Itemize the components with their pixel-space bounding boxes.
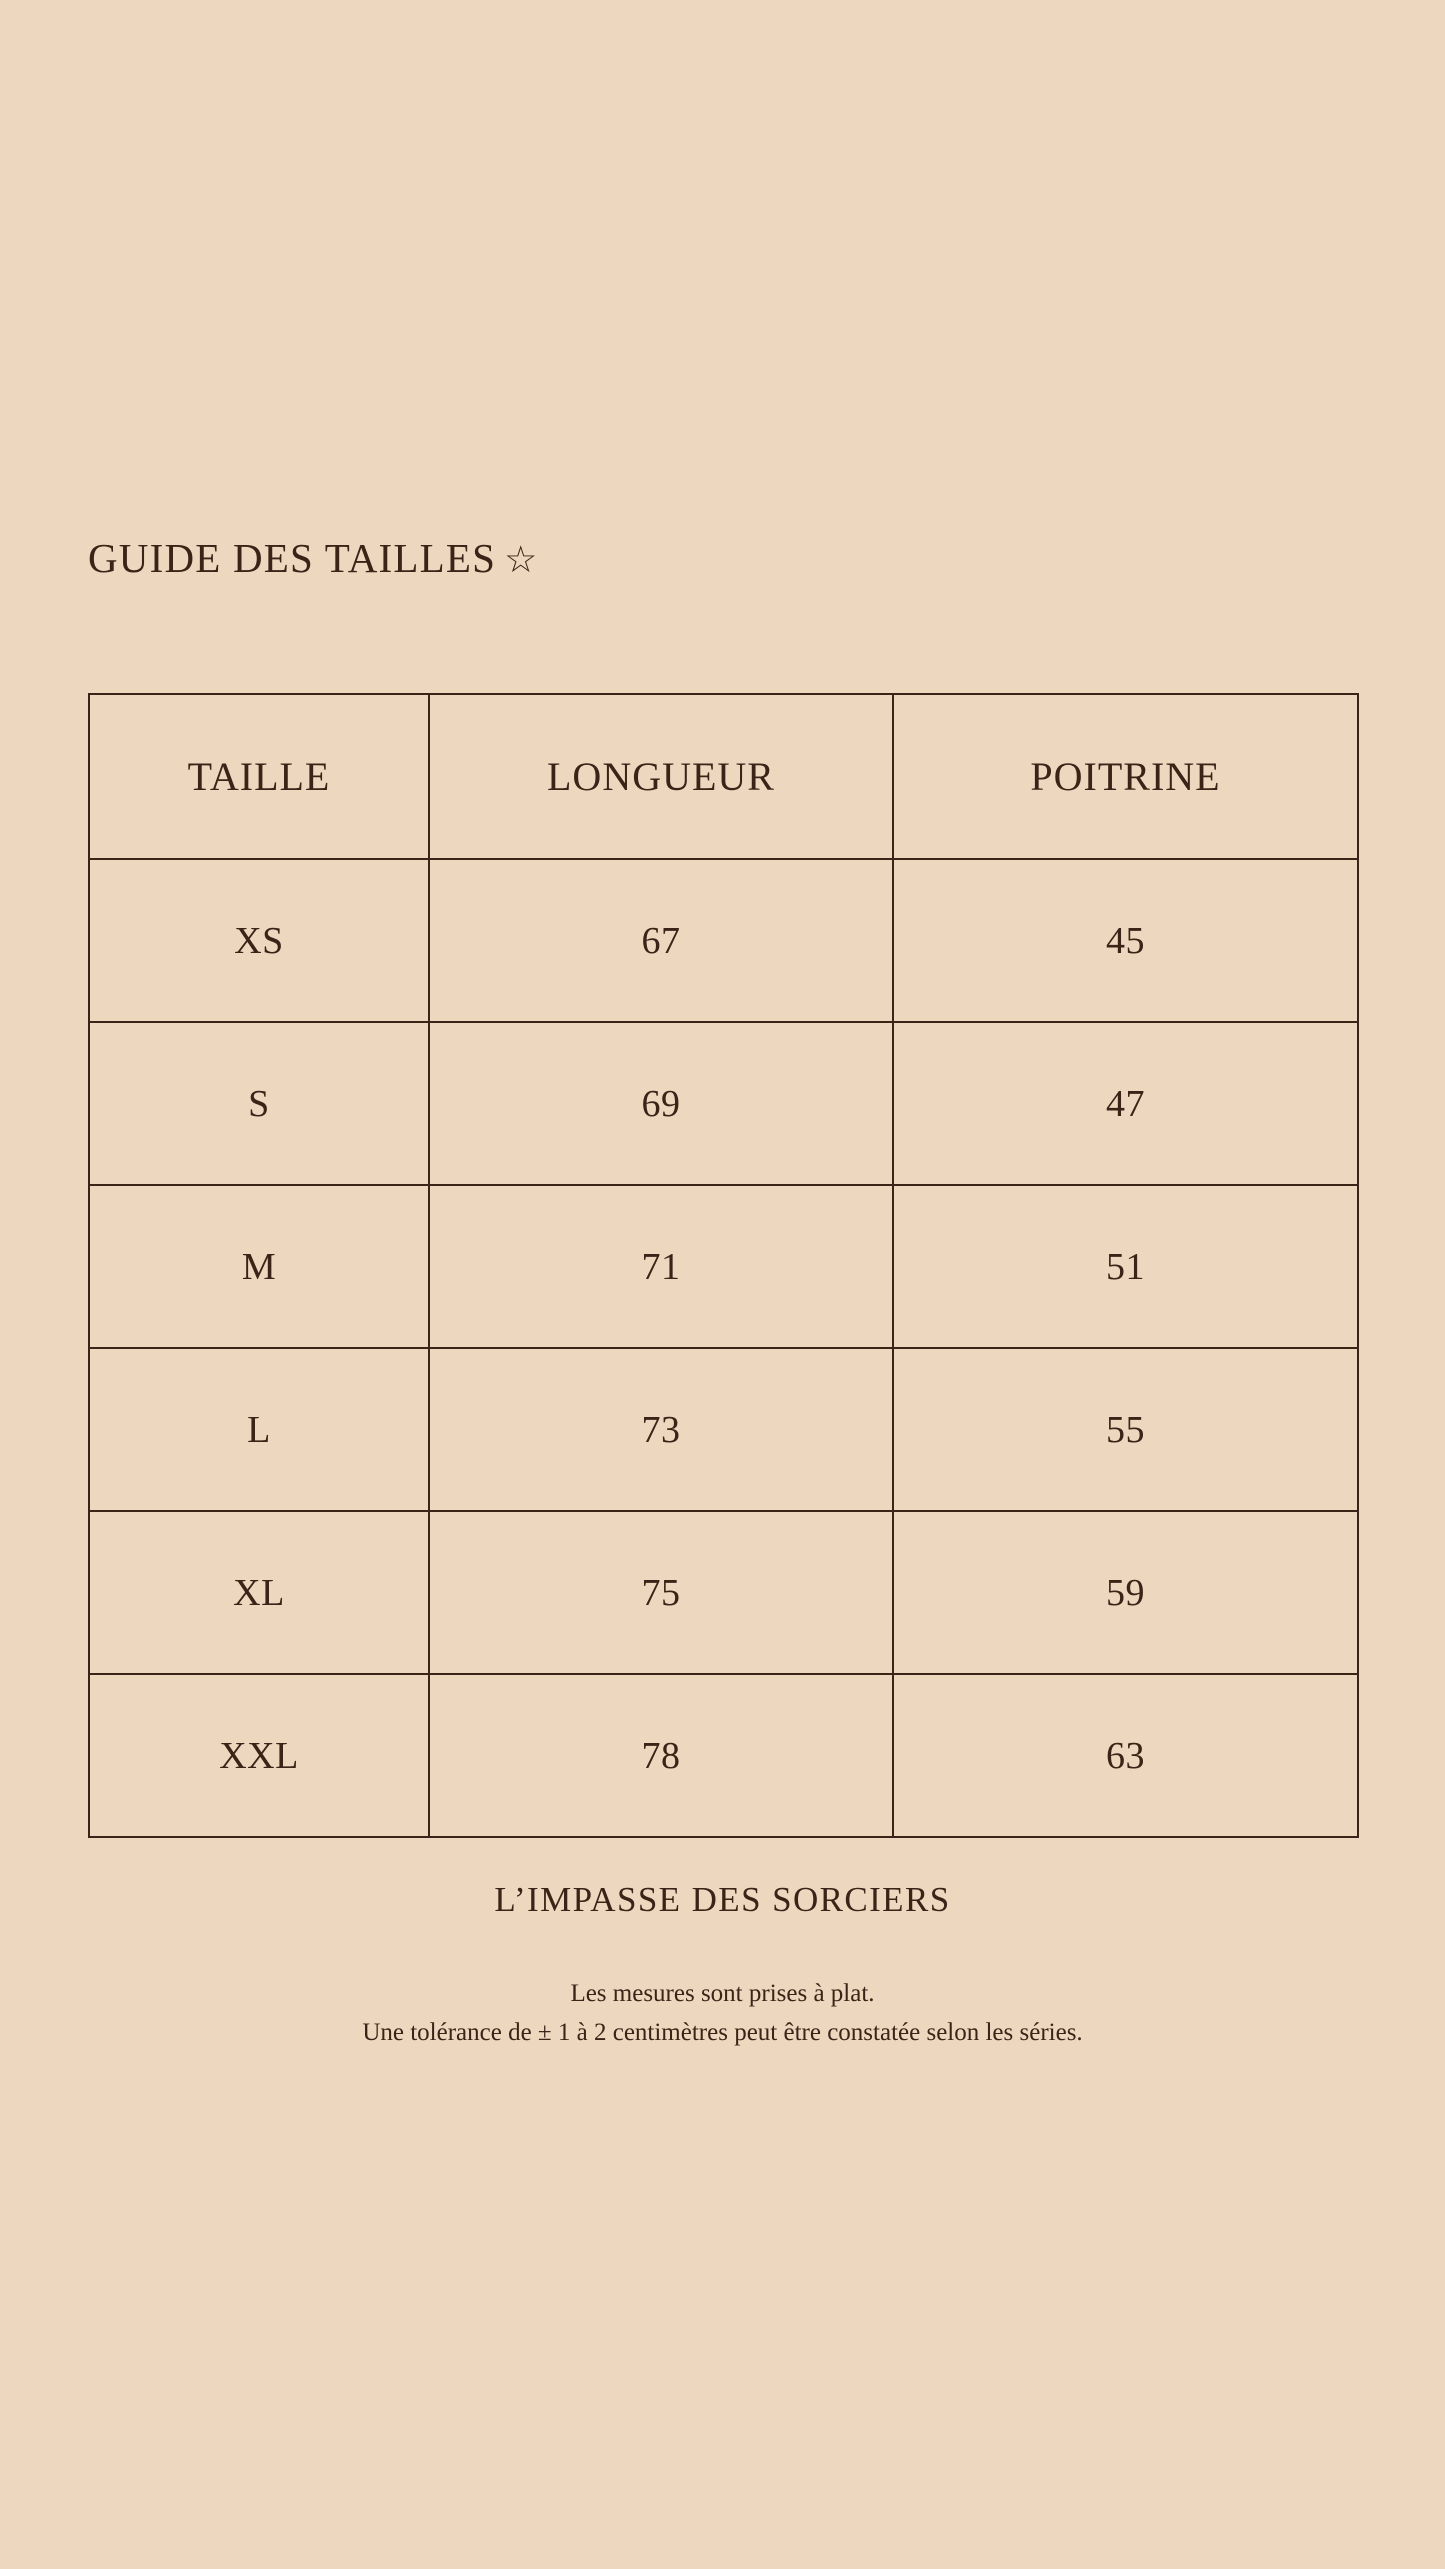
cell-taille: L [89, 1348, 429, 1511]
table-row [89, 1674, 1358, 1837]
cell-taille: XXL [89, 1674, 429, 1837]
note-line-1: Les mesures sont prises à plat. [570, 1980, 875, 2007]
table-row [89, 1185, 1358, 1348]
cell-poitrine: 45 [893, 859, 1358, 1022]
cell-poitrine: 47 [893, 1022, 1358, 1185]
cell-taille: XL [89, 1511, 429, 1674]
table-row [89, 859, 1358, 1022]
table-header-row [89, 694, 1358, 859]
page-title [88, 534, 538, 582]
cell-poitrine: 63 [893, 1674, 1358, 1837]
table-row [89, 1022, 1358, 1185]
size-chart-table [88, 693, 1359, 1838]
measurement-notes [0, 1975, 1445, 2053]
cell-longueur: 78 [429, 1674, 893, 1837]
table-row [89, 1511, 1358, 1674]
cell-taille: S [89, 1022, 429, 1185]
note-line-2: Une tolérance de ± 1 à 2 centimètres peut être constatée selon les séries. [362, 2018, 1083, 2046]
cell-longueur: 71 [429, 1185, 893, 1348]
brand-name: L’IMPASSE DES SORCIERS [494, 1880, 951, 1919]
cell-poitrine: 51 [893, 1185, 1358, 1348]
page-title-text: GUIDE DES TAILLES [88, 535, 497, 581]
cell-longueur: 67 [429, 859, 893, 1022]
cell-poitrine: 55 [893, 1348, 1358, 1511]
column-header-poitrine: POITRINE [893, 694, 1358, 859]
column-header-taille: TAILLE [89, 694, 429, 859]
cell-taille: XS [89, 859, 429, 1022]
cell-poitrine: 59 [893, 1511, 1358, 1674]
column-header-longueur: LONGUEUR [429, 694, 893, 859]
cell-taille: M [89, 1185, 429, 1348]
cell-longueur: 69 [429, 1022, 893, 1185]
table-row [89, 1348, 1358, 1511]
star-icon: ☆ [504, 540, 539, 581]
cell-longueur: 75 [429, 1511, 893, 1674]
cell-longueur: 73 [429, 1348, 893, 1511]
